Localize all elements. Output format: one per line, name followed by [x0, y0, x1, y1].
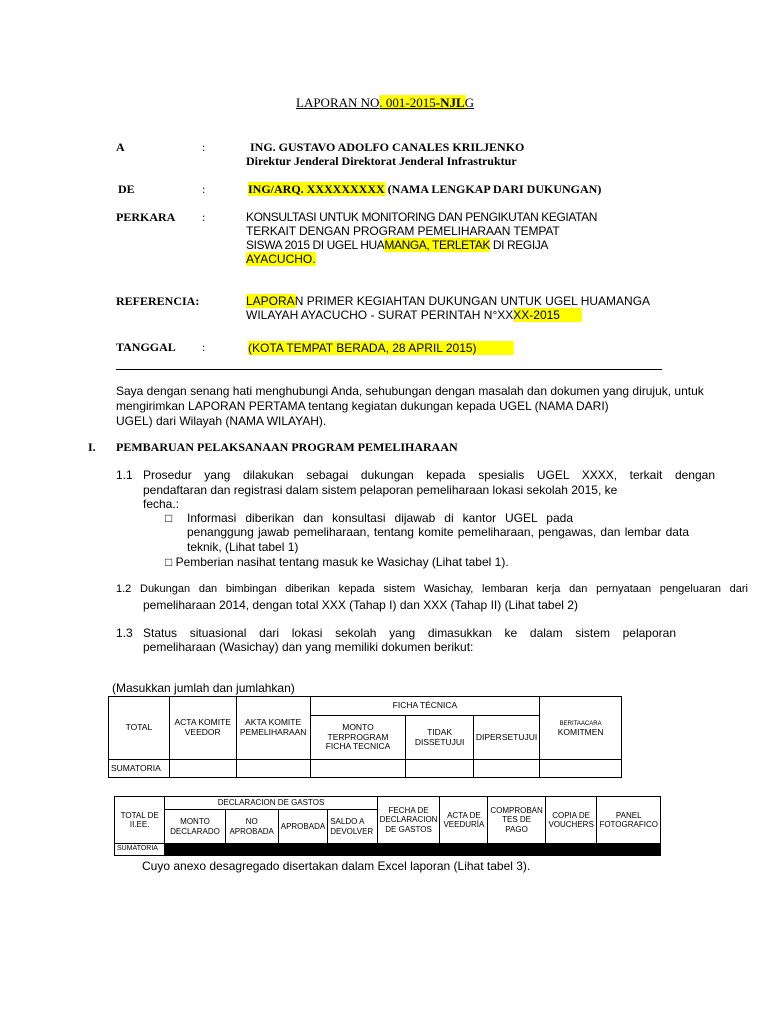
- perkara-line-3b: MANGA, TERLETAK: [384, 238, 490, 252]
- referencia-line-1b: N PRIMER KEGIAHTAN DUKUNGAN UNTUK UGEL HUAMANGA: [294, 294, 651, 308]
- table-status-documents: [108, 696, 622, 778]
- section-title: PEMBARUAN PELAKSANAAN PROGRAM PEMELIHARAAN: [116, 440, 458, 454]
- p11-bullet-1-line-2: penanggung jawab pemeliharaan, tentang komite pemeliharaan, pengawas, dan lembar data: [187, 525, 689, 539]
- perkara-line-2: TERKAIT DENGAN PROGRAM PEMELIHARAAN TEMPAT: [246, 224, 560, 238]
- intro-line-3: UGEL) dari Wilayah (NAMA WILAYAH).: [116, 414, 327, 428]
- t1-sumatoria: SUMATORIA: [109, 760, 170, 778]
- de-colon: :: [202, 182, 206, 196]
- t2-comproban-l1: COMPROBAN: [490, 806, 543, 816]
- t2-fecha-l3: DE GASTOS: [385, 824, 432, 834]
- t1-cell: [310, 760, 406, 778]
- t1-header-monto: [310, 716, 406, 760]
- p11-line-2: pendaftaran dan registrasi dalam sistem pelaporan pemeliharaan lokasi sekolah 2015, ke: [143, 483, 618, 497]
- table-expense-declaration: [114, 796, 661, 856]
- de-value-rest: (NAMA LENGKAP DARI DUKUNGAN): [384, 182, 602, 196]
- t1-cell: [169, 760, 236, 778]
- t2-comproban-l2: TES DE PAGO: [502, 815, 532, 834]
- p12-line-1: Dukungan dan bimbingan diberikan kepada sistem Wasichay, lembaran kerja dan pernyataan pengeluaran dari: [140, 583, 748, 595]
- perkara-label: PERKARA: [116, 210, 176, 224]
- perkara-line-3a: SISWA 2015 DI UGEL HUA: [246, 238, 385, 252]
- de-value: [248, 182, 601, 197]
- t2-saldo-l2: DEVOLVER: [330, 826, 374, 836]
- p12-number: 1.2: [116, 583, 132, 595]
- t1-monto-l3: FICHA TECNICA: [325, 741, 391, 752]
- t2-acta-l2: VEEDURÍA: [443, 820, 485, 829]
- t1-acta-veedor-l1: ACTA KOMITE: [174, 717, 231, 728]
- t1-monto-l1: MONTO: [342, 721, 374, 732]
- referencia-line-2b: XX-2015: [513, 308, 582, 322]
- de-value-highlight: ING/ARQ. XXXXXXXXX: [248, 182, 385, 196]
- footer-text: Cuyo anexo desagregado disertakan dalam Excel laporan (Lihat tabel 3).: [142, 859, 531, 873]
- referencia-line-1: [246, 294, 650, 308]
- t2-header-monto: [165, 810, 225, 844]
- t1-header-berita-acara: [540, 697, 622, 760]
- referencia-line-1a: LAPORA: [246, 294, 295, 308]
- p13-number: 1.3: [116, 626, 133, 640]
- header-divider: [116, 369, 662, 370]
- t2-sumatoria-bar: [165, 844, 661, 856]
- t2-copia-l2: VOUCHERS: [548, 820, 594, 829]
- t1-tidak-l2: DISSETUJUI: [414, 736, 465, 747]
- t1-header-tidak: [406, 716, 473, 760]
- t2-acta-l1: ACTA DE: [447, 810, 481, 820]
- t1-cell: [540, 760, 622, 778]
- t2-header-comproban: [488, 797, 545, 844]
- t1-cell: [406, 760, 473, 778]
- t1-komitmen: KOMITMEN: [557, 727, 604, 738]
- tanggal-label: TANGGAL: [116, 340, 176, 354]
- t2-fecha-l2: DECLARACION: [379, 815, 438, 825]
- t1-akta-pem-l1: AKTA KOMITE: [245, 717, 302, 728]
- t2-saldo-l1: SALDO A: [330, 817, 365, 827]
- t2-copia-l1: COPIA DE: [552, 810, 590, 820]
- perkara-line-4: AYACUCHO.: [246, 252, 316, 266]
- referencia-line-2: [246, 308, 582, 322]
- t1-cell: [473, 760, 539, 778]
- p11-bullet-1-line-3: teknik, (Lihat tabel 1): [187, 540, 299, 554]
- perkara-line-1: KONSULTASI UNTUK MONITORING DAN PENGIKUTAN KEGIATAN: [246, 210, 597, 224]
- t2-header-no-aprobada: NO APROBADA: [225, 810, 278, 844]
- a-label: A: [116, 140, 125, 154]
- t1-header-disetujui: DIPERSETUJUI: [473, 716, 539, 760]
- t1-cell: [236, 760, 310, 778]
- p11-line-1: Prosedur yang dilakukan sebagai dukungan kepada spesialis UGEL XXXX, terkait dengan: [143, 468, 715, 482]
- t2-panel-l2: FOTOGRAFICO: [599, 820, 658, 829]
- tanggal-value: (KOTA TEMPAT BERADA, 28 APRIL 2015): [248, 341, 513, 355]
- a-role: Direktur Jenderal Direktorat Jenderal Infrastruktur: [246, 154, 517, 168]
- perkara-line-3: [246, 238, 548, 252]
- perkara-colon: :: [202, 210, 206, 224]
- t1-acta-veedor-l2: VEEDOR: [184, 727, 221, 737]
- tanggal-colon: :: [202, 340, 206, 354]
- t1-header-ficha-tecnica: FICHA TÉCNICA: [310, 697, 540, 716]
- t1-tidak-l1: TIDAK: [427, 726, 453, 737]
- p11-bullet-1: □ Informasi diberikan dan konsultasi dijawab di kantor UGEL pada: [165, 511, 573, 525]
- intro-line-2: mengirimkan LAPORAN PERTAMA tentang kegiatan dukungan kepada UGEL (NAMA DARI): [116, 399, 609, 413]
- t2-header-declaracion: DECLARACION DE GASTOS: [165, 797, 377, 810]
- t2-monto-l2: DECLARADO: [170, 826, 220, 836]
- t2-header-copia: [545, 797, 597, 844]
- t1-header-total: TOTAL: [109, 697, 170, 760]
- p13-line-1: Status situasional dari lokasi sekolah yang dimasukkan ke dalam sistem pelaporan: [143, 626, 676, 640]
- a-name: ING. GUSTAVO ADOLFO CANALES KRILJENKO: [250, 140, 525, 154]
- t2-header-acta: [440, 797, 488, 844]
- t2-header-total: TOTAL DE II.EE.: [115, 797, 165, 844]
- title-part-a: LAPORAN NO: [296, 95, 380, 110]
- a-colon: :: [202, 140, 206, 154]
- t1-akta-pem-l2: PEMELIHARAAN: [239, 727, 307, 737]
- title-part-d: G: [464, 95, 475, 110]
- t2-panel-l1: PANEL: [615, 810, 642, 820]
- t2-fecha-l1: FECHA DE: [388, 806, 429, 816]
- t1-monto-l2: TERPROGRAM: [327, 731, 389, 742]
- perkara-line-3c: DI REGIJA: [489, 238, 548, 252]
- t2-header-panel: [597, 797, 661, 844]
- referencia-line-2a: WILAYAH AYACUCHO - SURAT PERINTAH N°XX: [246, 308, 514, 322]
- t1-beritaacara: BERITAACARA: [559, 721, 602, 728]
- table-note: (Masukkan jumlah dan jumlahkan): [112, 681, 295, 695]
- t2-header-fecha: [377, 797, 440, 844]
- referencia-label: REFERENCIA:: [116, 294, 200, 308]
- t2-header-aprobada: APROBADA: [278, 810, 327, 844]
- p11-bullet-2: □ Pemberian nasihat tentang masuk ke Wasichay (Lihat tabel 1).: [165, 555, 509, 569]
- t1-header-acta-veedor: [169, 697, 236, 760]
- section-number: I.: [88, 440, 96, 454]
- de-label: DE: [118, 182, 135, 196]
- title-part-b: . 001-2015: [379, 95, 436, 110]
- p13-line-2: pemeliharaan (Wasichay) dan yang memiliki dokumen berikut:: [143, 640, 474, 654]
- title-part-c: -NJL: [435, 95, 465, 110]
- p12-line-2: pemeliharaan 2014, dengan total XXX (Tahap I) dan XXX (Tahap II) (Lihat tabel 2): [143, 598, 578, 612]
- t2-header-saldo: [328, 810, 377, 844]
- report-title: [296, 95, 474, 111]
- p11-number: 1.1: [116, 468, 133, 482]
- t1-header-akta-pemeliharaan: [236, 697, 310, 760]
- intro-line-1: Saya dengan senang hati menghubungi Anda, sehubungan dengan masalah dan dokumen yang dirujuk, untuk: [116, 384, 704, 398]
- t2-monto-l1: MONTO: [180, 817, 210, 827]
- t2-sumatoria: SUMATORIA: [115, 844, 165, 856]
- p11-line-3: fecha.:: [143, 497, 180, 511]
